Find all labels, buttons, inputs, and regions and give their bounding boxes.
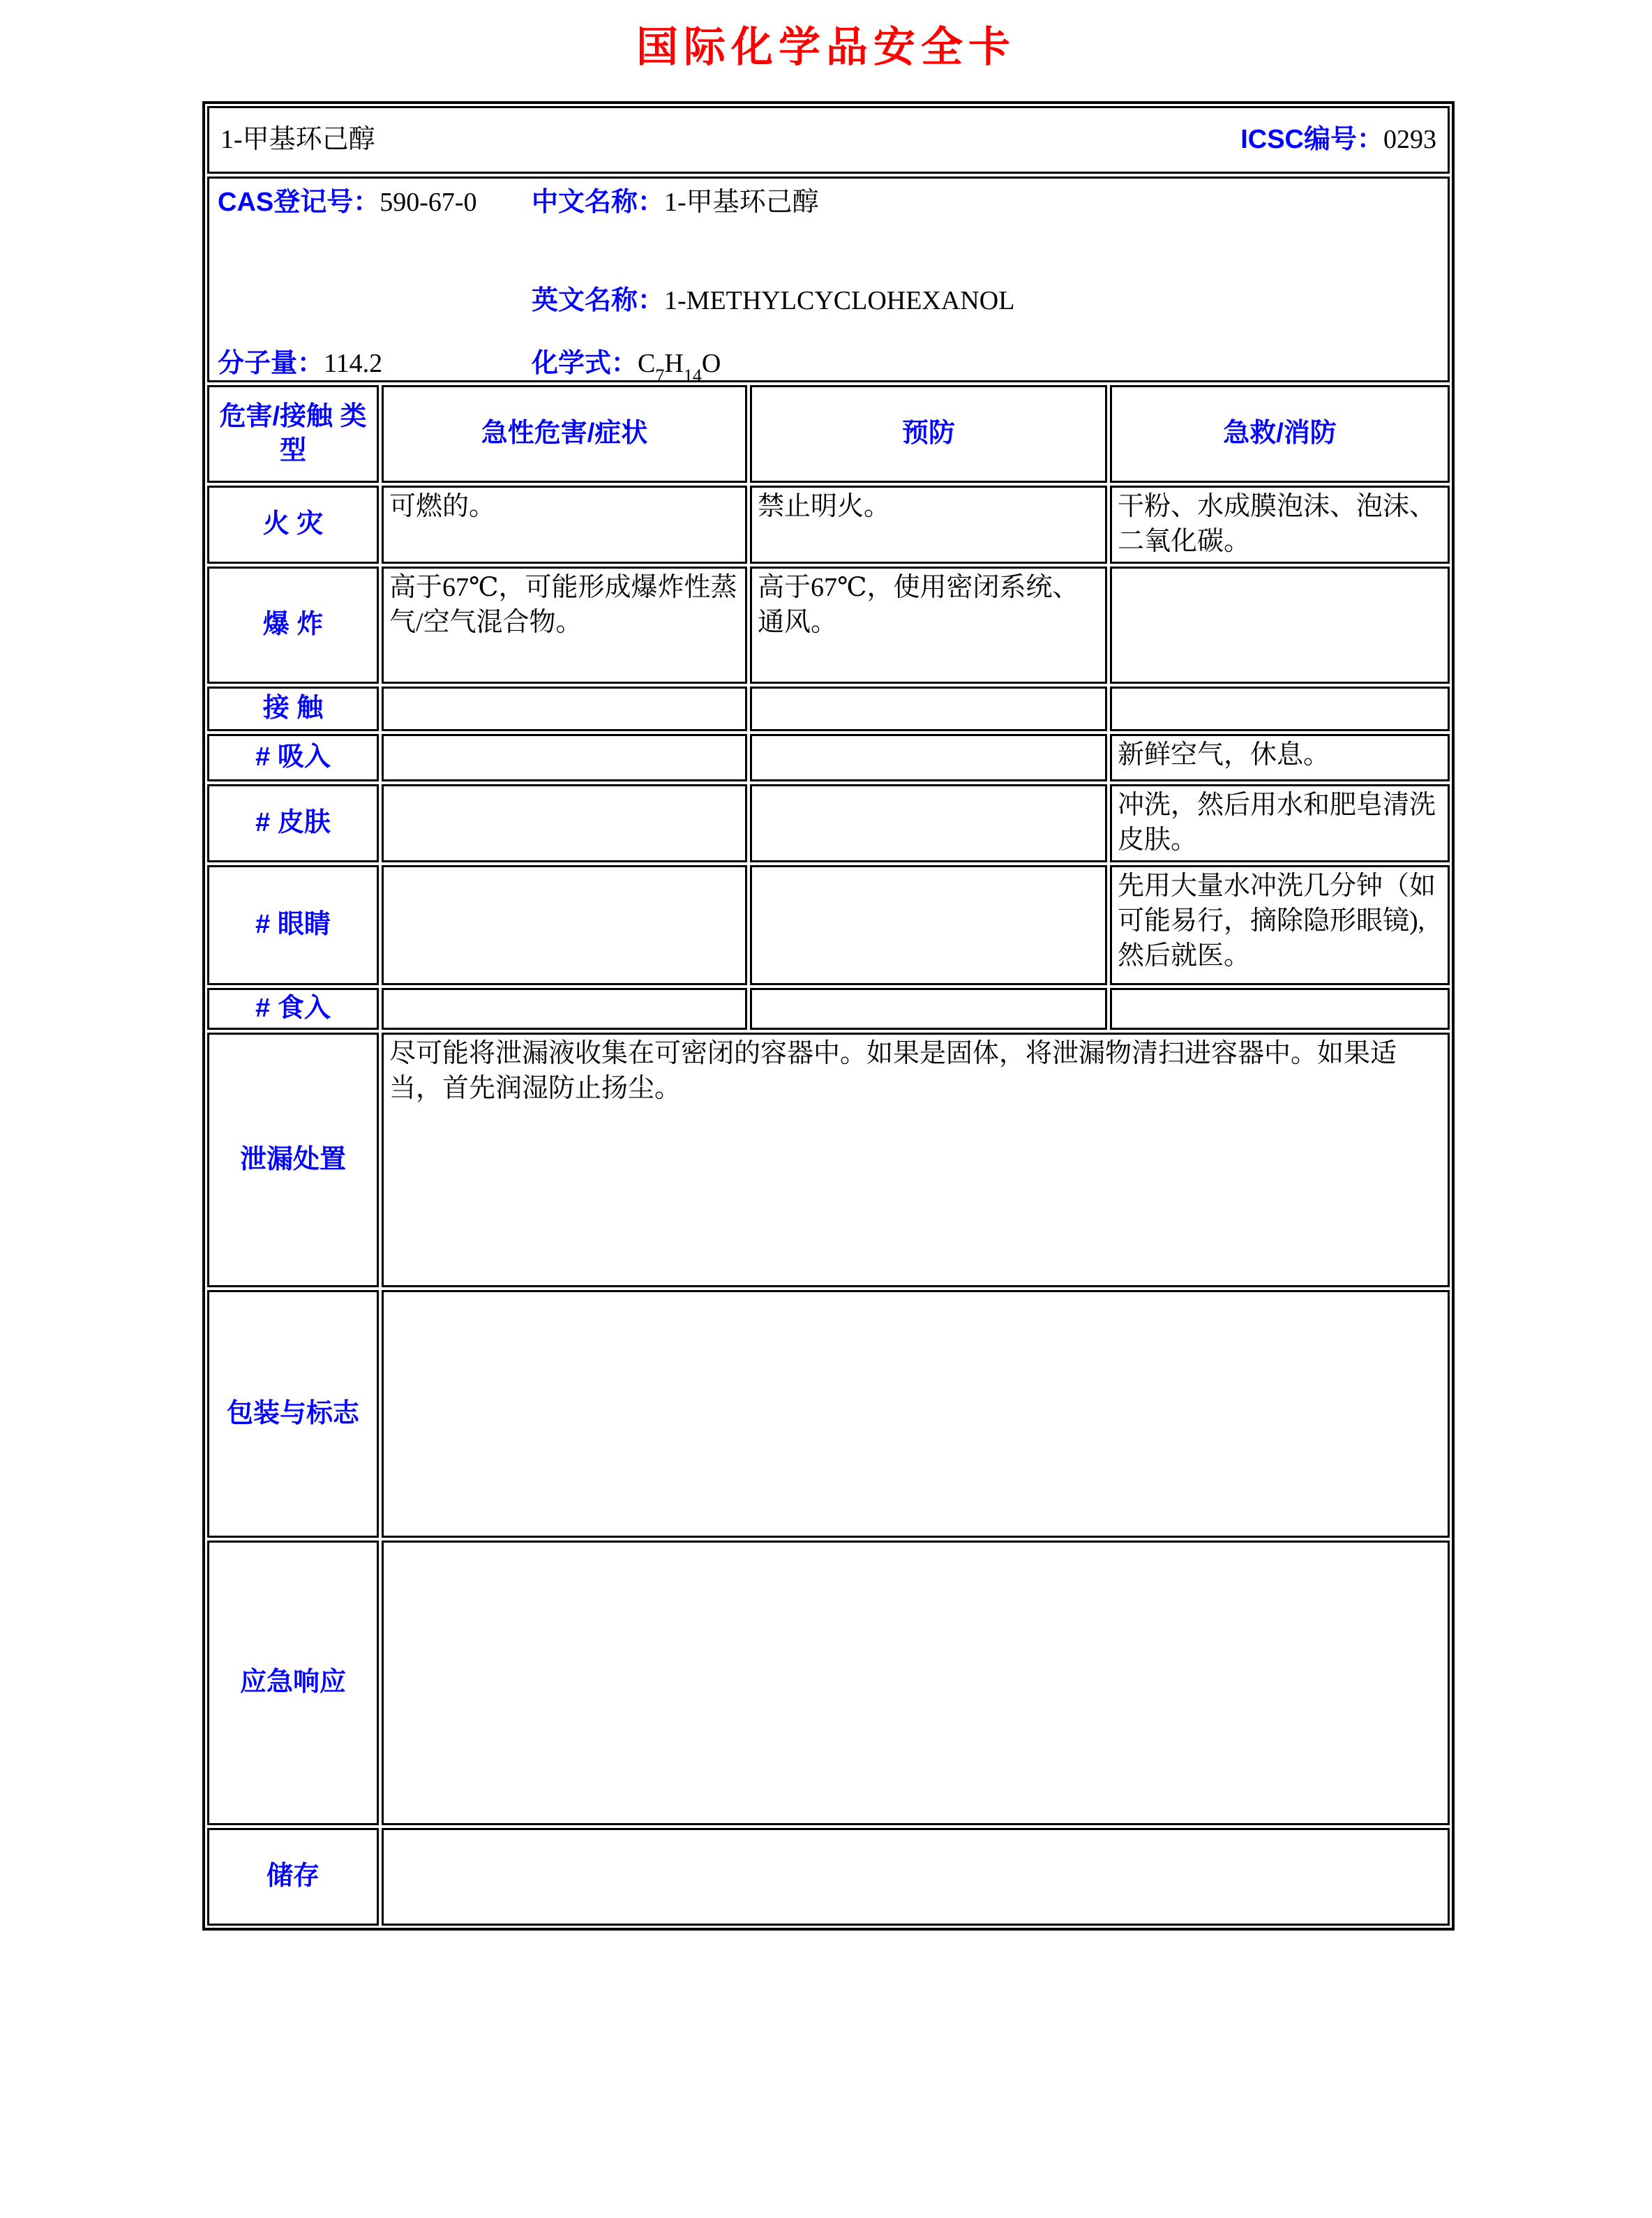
- row-label: 爆 炸: [262, 610, 324, 640]
- firstaid-text: 先用大量水冲洗几分钟（如可能易行，摘除隐形眼镜),然后就医。: [1118, 871, 1436, 971]
- row-label: 接 触: [262, 694, 324, 724]
- prevention-text: 禁止明火。: [758, 492, 891, 521]
- section-label-cell: [207, 1828, 379, 1926]
- icsc-number-value: 0293: [1383, 124, 1436, 154]
- section-content-cell: [382, 1033, 1450, 1287]
- prevention-cell: [750, 865, 1107, 985]
- row-label-cell: [207, 486, 379, 564]
- symptoms-text: 可燃的。: [389, 492, 496, 521]
- molecular-weight-label: 分子量：: [218, 348, 324, 378]
- section-label: 储存: [266, 1861, 320, 1891]
- row-label-cell: [207, 988, 379, 1030]
- icsc-number-label: ICSC编号：: [1240, 124, 1383, 154]
- header-prevention-cell: [750, 385, 1107, 483]
- cn-name-group: [532, 186, 819, 220]
- prevention-cell: [750, 784, 1107, 862]
- cas-group: [218, 186, 532, 220]
- section-content: 尽可能将泄漏液收集在可密闭的容器中。如果是固体，将泄漏物清扫进容器中。如果适当，首先润湿防止扬尘。: [389, 1039, 1397, 1104]
- row-label: # 眼睛: [255, 910, 331, 940]
- firstaid-cell: [1110, 486, 1450, 564]
- firstaid-text: 干粉、水成膜泡沫、泡沫、二氧化碳。: [1118, 492, 1436, 557]
- section-content-cell: [382, 1828, 1450, 1926]
- table-row-skin: [207, 784, 1450, 862]
- row-label-cell: [207, 865, 379, 985]
- prevention-cell: [750, 988, 1107, 1030]
- table-row-exposure: [207, 687, 1450, 731]
- section-label: 泄漏处置: [239, 1144, 346, 1174]
- row-label: # 吸入: [255, 742, 331, 772]
- section-label-cell: [207, 1033, 379, 1287]
- identification-section: [207, 177, 1450, 387]
- formula-c: C: [638, 348, 656, 378]
- header-symptoms: 急性危害/症状: [481, 419, 648, 449]
- table-row-inhalation: [207, 734, 1450, 781]
- firstaid-cell: [1110, 988, 1450, 1030]
- section-row-emergency: [207, 1541, 1450, 1825]
- symptoms-cell: [382, 567, 747, 684]
- chemical-name-row: [207, 106, 1450, 174]
- firstaid-cell: [1110, 687, 1450, 731]
- section-row-spillage: [207, 1033, 1450, 1287]
- en-name-label: 英文名称：: [532, 286, 665, 316]
- molecular-weight-value: 114.2: [324, 348, 383, 378]
- row-label-cell: [207, 687, 379, 731]
- formula-value: [638, 348, 721, 387]
- en-name-value: 1-METHYLCYCLOHEXANOL: [664, 286, 1015, 316]
- firstaid-cell: [1110, 734, 1450, 781]
- mw-group: [218, 347, 532, 381]
- symptoms-cell: [382, 687, 747, 731]
- formula-c-sub: 7: [655, 366, 665, 387]
- section-content-cell: [382, 1541, 1450, 1825]
- table-row-explosion: [207, 567, 1450, 684]
- header-symptoms-cell: [382, 385, 747, 483]
- header-hazard-type-cell: [207, 385, 379, 483]
- section-content-cell: [382, 1290, 1450, 1538]
- chemical-name: 1-甲基环己醇: [220, 124, 375, 154]
- table-row-fire: [207, 486, 1450, 564]
- en-name-row: [218, 284, 1439, 318]
- table-row-eyes: [207, 865, 1450, 985]
- symptoms-cell: [382, 734, 747, 781]
- firstaid-cell: [1110, 784, 1450, 862]
- cas-value: 590-67-0: [380, 188, 477, 217]
- icsc-number-group: [1240, 123, 1436, 157]
- formula-o: O: [701, 348, 721, 378]
- table-row-ingestion: [207, 988, 1450, 1030]
- prevention-text: 高于67℃，使用密闭系统、通风。: [758, 573, 1079, 638]
- firstaid-cell: [1110, 567, 1450, 684]
- row-label-cell: [207, 734, 379, 781]
- symptoms-text: 高于67℃，可能形成爆炸性蒸气/空气混合物。: [389, 573, 737, 638]
- symptoms-cell: [382, 988, 747, 1030]
- symptoms-cell: [382, 865, 747, 985]
- section-label-cell: [207, 1541, 379, 1825]
- mw-and-formula-row: [218, 347, 1439, 387]
- section-row-packaging: [207, 1290, 1450, 1538]
- formula-label: 化学式：: [532, 348, 638, 378]
- row-label-cell: [207, 784, 379, 862]
- row-label: 火 灾: [262, 509, 324, 539]
- cas-label: CAS登记号：: [218, 188, 380, 217]
- firstaid-text: 冲洗，然后用水和肥皂清洗皮肤。: [1118, 790, 1436, 855]
- header-firstaid: 急救/消防: [1223, 419, 1337, 449]
- header-hazard-type: 危害/接触 类型: [219, 401, 367, 465]
- symptoms-cell: [382, 784, 747, 862]
- firstaid-cell: [1110, 865, 1450, 985]
- formula-h-sub: 14: [683, 366, 702, 387]
- section-label: 包装与标志: [226, 1398, 359, 1428]
- safety-card: [202, 101, 1455, 1931]
- cn-name-label: 中文名称：: [532, 188, 665, 217]
- formula-group: [532, 347, 721, 387]
- cn-name-value: 1-甲基环己醇: [664, 188, 819, 217]
- row-label-cell: [207, 567, 379, 684]
- prevention-cell: [750, 734, 1107, 781]
- section-label-cell: [207, 1290, 379, 1538]
- prevention-cell: [750, 687, 1107, 731]
- hazard-table-header-row: [207, 385, 1450, 483]
- symptoms-cell: [382, 486, 747, 564]
- prevention-cell: [750, 486, 1107, 564]
- firstaid-text: 新鲜空气，休息。: [1118, 740, 1330, 770]
- row-label: # 食入: [255, 994, 331, 1024]
- header-firstaid-cell: [1110, 385, 1450, 483]
- en-name-group: [532, 284, 1014, 318]
- section-row-storage: [207, 1828, 1450, 1926]
- header-prevention: 预防: [901, 419, 955, 449]
- section-label: 应急响应: [239, 1668, 346, 1698]
- prevention-cell: [750, 567, 1107, 684]
- formula-h: H: [664, 348, 684, 378]
- page-title: 国际化学品安全卡: [636, 24, 1016, 70]
- cas-and-cn-row: [218, 186, 1439, 220]
- row-label: # 皮肤: [255, 808, 331, 838]
